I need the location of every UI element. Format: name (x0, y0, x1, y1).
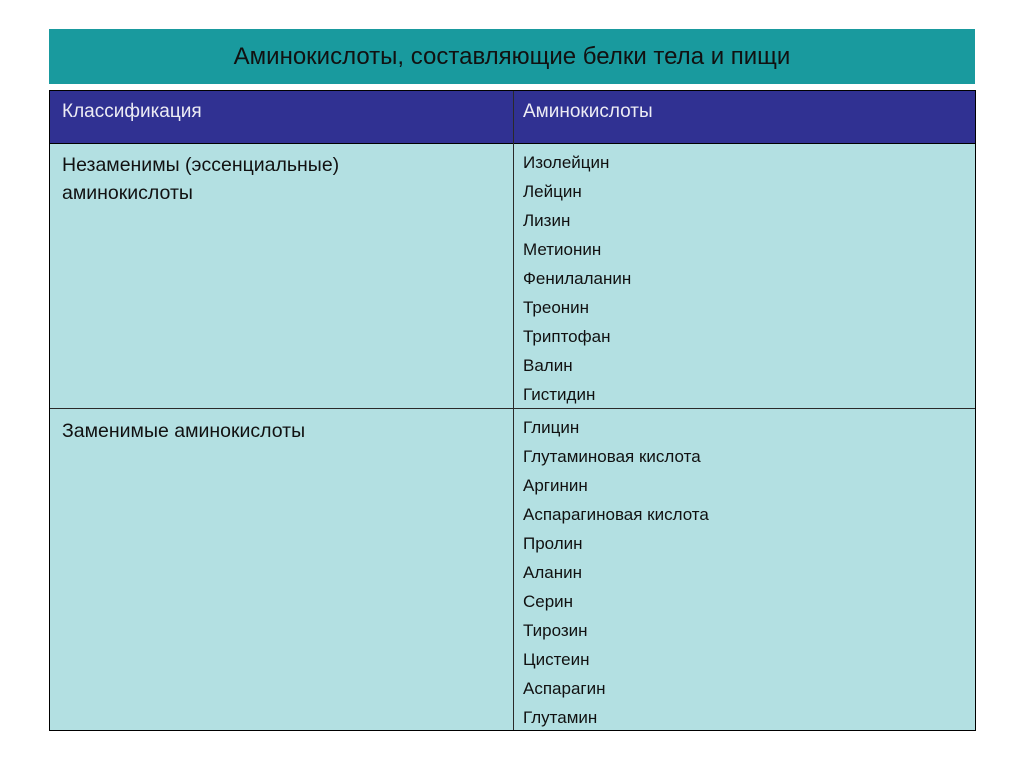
list-item: Аргинин (523, 476, 588, 495)
essential-label-line1: Незаменимы (эссенциальные) (62, 154, 340, 176)
list-item: Серин (523, 592, 574, 611)
nonessential-label: Заменимые аминокислоты (62, 420, 306, 442)
list-item: Глицин (523, 418, 580, 437)
list-item: Фенилаланин (523, 269, 632, 288)
list-item: Лейцин (523, 182, 582, 201)
essential-label-line2: аминокислоты (62, 182, 193, 204)
list-item: Валин (523, 356, 573, 375)
row-divider (50, 408, 975, 409)
list-item: Аспарагин (523, 679, 606, 698)
header-amino-acids: Аминокислоты (523, 101, 653, 122)
row-essential-classification (62, 151, 339, 207)
list-item: Лизин (523, 211, 571, 230)
nonessential-amino-list (523, 413, 709, 732)
list-item: Триптофан (523, 327, 611, 346)
list-item: Пролин (523, 534, 583, 553)
list-item: Треонин (523, 298, 590, 317)
row-nonessential-classification (62, 417, 305, 445)
list-item: Тирозин (523, 621, 588, 640)
slide-title (49, 29, 975, 84)
header-classification: Классификация (62, 101, 202, 122)
list-item: Глутамин (523, 708, 598, 727)
list-item: Цистеин (523, 650, 590, 669)
essential-amino-list (523, 148, 631, 409)
list-item: Аспарагиновая кислота (523, 505, 709, 524)
amino-acid-table (49, 90, 976, 731)
slide-title-text: Аминокислоты, составляющие белки тела и пищи (233, 42, 791, 70)
list-item: Гистидин (523, 385, 596, 404)
list-item: Глутаминовая кислота (523, 447, 701, 466)
list-item: Метионин (523, 240, 602, 259)
column-divider (513, 91, 514, 730)
list-item: Изолейцин (523, 153, 610, 172)
list-item: Аланин (523, 563, 582, 582)
